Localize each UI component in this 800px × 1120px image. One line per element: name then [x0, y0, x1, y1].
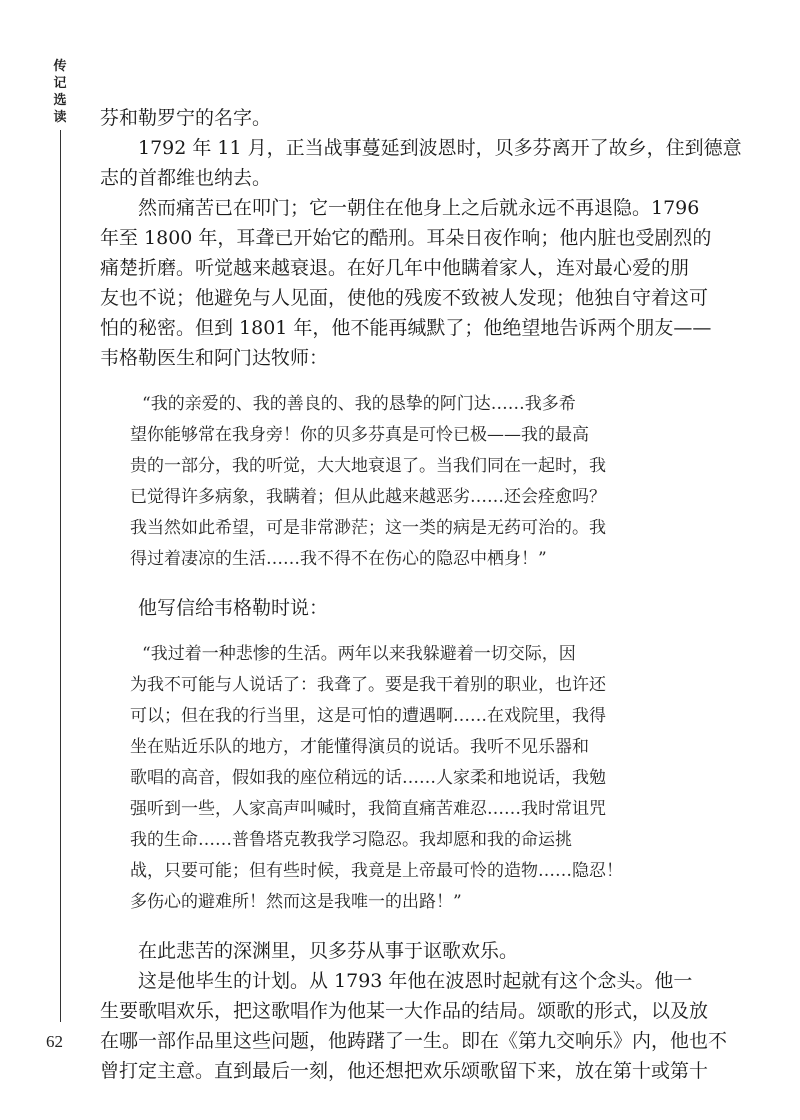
quote-line: “我过着一种悲惨的生活。两年以来我躲避着一切交际，因: [142, 644, 576, 664]
paragraph: [100, 936, 700, 966]
quote-line: 我的生命……普鲁塔克教我学习隐忍。我却愿和我的命运挑: [130, 830, 572, 850]
text-line: 在此悲苦的深渊里，贝多芬从事于讴歌欢乐。: [138, 940, 519, 962]
text-line: 韦格勒医生和阿门达牧师：: [100, 347, 329, 369]
paragraph: [100, 193, 712, 373]
paragraph: [100, 103, 700, 133]
text-line: 生要歌唱欢乐，把这歌唱作为他某一大作品的结局。颂歌的形式，以及放: [100, 1000, 709, 1022]
quote-line: 强听到一些，人家高声叫喊时，我简直痛苦难忍……我时常诅咒: [130, 799, 606, 819]
text-line: 年至 1800 年，耳聋已开始它的酷刑。耳朵日夜作响；他内脏也受剧烈的: [100, 227, 712, 249]
quote-line: 可以；但在我的行当里，这是可怕的遭遇啊……在戏院里，我得: [130, 706, 606, 726]
quote-line: 得过着凄凉的生活……我不得不在伤心的隐忍中栖身！”: [130, 549, 547, 569]
text-line: 曾打定主意。直到最后一刻，他还想把欢乐颂歌留下来，放在第十或第十: [100, 1060, 709, 1082]
section-label-char: 传: [53, 59, 67, 74]
text-line: 他写信给韦格勒时说：: [138, 597, 329, 619]
quote-line: 多伤心的避难所！然而这是我唯一的出路！”: [130, 892, 462, 912]
paragraph: [100, 593, 700, 623]
block-quote: [100, 639, 700, 918]
paragraph: [100, 133, 742, 193]
block-quote: [100, 389, 700, 575]
text-line: 怕的秘密。但到 1801 年，他不能再缄默了；他绝望地告诉两个朋友——: [100, 317, 712, 339]
quote-line: 坐在贴近乐队的地方，才能懂得演员的说话。我听不见乐器和: [130, 737, 589, 757]
quote-line: “我的亲爱的、我的善良的、我的恳挚的阿门达……我多希: [142, 394, 576, 414]
paragraph: [100, 966, 728, 1086]
page-body: [100, 103, 742, 1086]
section-label-char: 读: [53, 110, 67, 125]
quote-line: 贵的一部分，我的听觉，大大地衰退了。当我们同在一起时，我: [130, 456, 606, 476]
page-number: 62: [46, 1032, 63, 1051]
section-label: [49, 58, 71, 126]
section-label-char: 记: [53, 76, 67, 91]
quote-line: 我当然如此希望，可是非常渺茫；这一类的病是无药可治的。我: [130, 518, 606, 538]
text-line: 1792 年 11 月，正当战事蔓延到波恩时，贝多芬离开了故乡，住到德意: [138, 137, 742, 159]
quote-line: 为我不可能与人说话了：我聋了。要是我干着别的职业，也许还: [130, 675, 606, 695]
margin-rule: [60, 130, 61, 1022]
text-line: 志的首都维也纳去。: [100, 167, 272, 189]
quote-line: 已觉得许多病象，我瞒着；但从此越来越恶劣……还会痊愈吗？: [130, 487, 606, 507]
section-label-char: 选: [53, 93, 67, 108]
quote-line: 歌唱的高音，假如我的座位稍远的话……人家柔和地说话，我勉: [130, 768, 606, 788]
text-line: 痛楚折磨。听觉越来越衰退。在好几年中他瞒着家人，连对最心爱的朋: [100, 257, 690, 279]
text-line: 然而痛苦已在叩门；它一朝住在他身上之后就永远不再退隐。1796: [138, 197, 700, 219]
text-line: 友也不说；他避免与人见面，使他的残废不致被人发现；他独自守着这可: [100, 287, 709, 309]
quote-line: 望你能够常在我身旁！你的贝多芬真是可怜已极——我的最高: [130, 425, 589, 445]
text-line: 在哪一部作品里这些问题，他踌躇了一生。即在《第九交响乐》内，他也不: [100, 1030, 728, 1052]
text-line: 这是他毕生的计划。从 1793 年他在波恩时起就有这个念头。他一: [138, 970, 693, 992]
text-line: 芬和勒罗宁的名字。: [100, 107, 272, 129]
quote-line: 战，只要可能；但有些时候，我竟是上帝最可怜的造物……隐忍！: [130, 861, 623, 881]
